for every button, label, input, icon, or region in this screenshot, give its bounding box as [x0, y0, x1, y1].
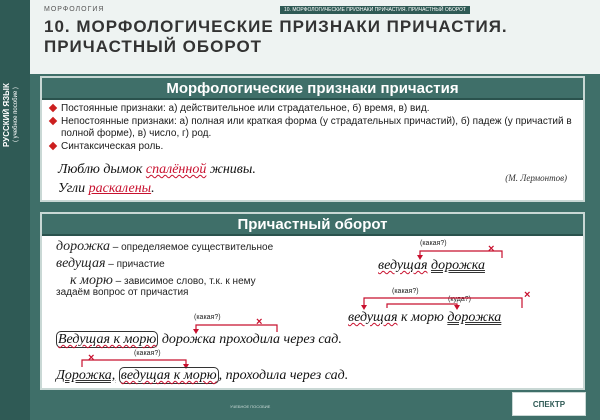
header-strip: 10. МОРФОЛОГИЧЕСКИЕ ПРИЗНАКИ ПРИЧАСТИЯ. ПРИЧАСТНЫЙ ОБОРОТ	[280, 6, 470, 14]
bullet-item: Постоянные признаки: а) действительное или страдательное, б) время, в) вид.	[50, 103, 575, 115]
definition-row: ведущая – причастие	[56, 256, 165, 271]
sidebar	[0, 0, 30, 420]
participial-phrase: Ведущая к морю	[58, 332, 157, 347]
question-label: (какая?)	[392, 288, 419, 295]
page-title	[44, 17, 584, 57]
bullet-diamond-icon	[49, 104, 57, 112]
header	[30, 0, 600, 74]
question-label: (какая?)	[194, 314, 221, 321]
question-label: (какая?)	[134, 350, 161, 357]
title-line-1: 10. МОРФОЛОГИЧЕСКИЕ ПРИЗНАКИ ПРИЧАСТИЯ.	[44, 17, 508, 36]
definition-row: дорожка – определяемое существительное	[56, 239, 274, 254]
section-label: МОРФОЛОГИЯ	[44, 6, 105, 13]
quote-line-1: Люблю дымок спалённой жнивы.	[58, 162, 256, 177]
bullet-diamond-icon	[49, 142, 57, 150]
participial-phrase: ведущая к морю	[120, 368, 217, 383]
question-label: (какая?)	[420, 240, 447, 247]
example-phrase-1: ведущая дорожка	[378, 258, 485, 273]
bullet-item: Непостоянные признаки: а) полная или краткая форма (у страдательных причастий), б) падеж (у причастий в полной форме), в) число, г) род.	[50, 116, 575, 140]
panel-morphology	[40, 76, 585, 202]
short-participle-word: раскалены	[88, 181, 152, 196]
bullet-item: Синтаксическая роль.	[50, 141, 575, 153]
question-label: (куда?)	[448, 296, 471, 303]
footer-print: УЧЕБНОЕ ПОСОБИЕ	[230, 404, 271, 409]
sidebar-subject	[2, 60, 28, 170]
cross-icon: ×	[488, 243, 495, 255]
quote-line-2: Угли раскалены.	[58, 181, 155, 196]
subject-label: РУССКИЙ ЯЗЫК	[2, 83, 11, 147]
cross-icon: ×	[88, 352, 95, 364]
panel-morphology-heading: Морфологические признаки причастия	[42, 78, 583, 100]
quote-author: (М. Лермонтов)	[505, 173, 567, 183]
title-line-2: ПРИЧАСТНЫЙ ОБОРОТ	[44, 37, 263, 56]
bullet-diamond-icon	[49, 117, 57, 125]
cross-icon: ×	[256, 316, 263, 328]
bullet-list	[42, 100, 583, 153]
cross-icon: ×	[524, 289, 531, 301]
definition-row: к морю – зависимое слово, т.к. к нему задаём вопрос от причастия	[56, 273, 256, 298]
panel-participial-phrase	[40, 212, 585, 390]
example-phrase-2: ведущая к морю дорожка	[348, 310, 502, 325]
example-sentence-2: Дорожка, ведущая к морю , проходила через сад.	[56, 368, 349, 383]
subject-note: ( учебное пособие )	[13, 87, 19, 143]
publisher-logo: СПЕКТР	[512, 392, 586, 416]
participle-word: спалённой	[145, 162, 207, 177]
panel-phrase-heading: Причастный оборот	[42, 214, 583, 236]
example-sentence-1: Ведущая к морю дорожка проходила через сад.	[58, 332, 342, 347]
